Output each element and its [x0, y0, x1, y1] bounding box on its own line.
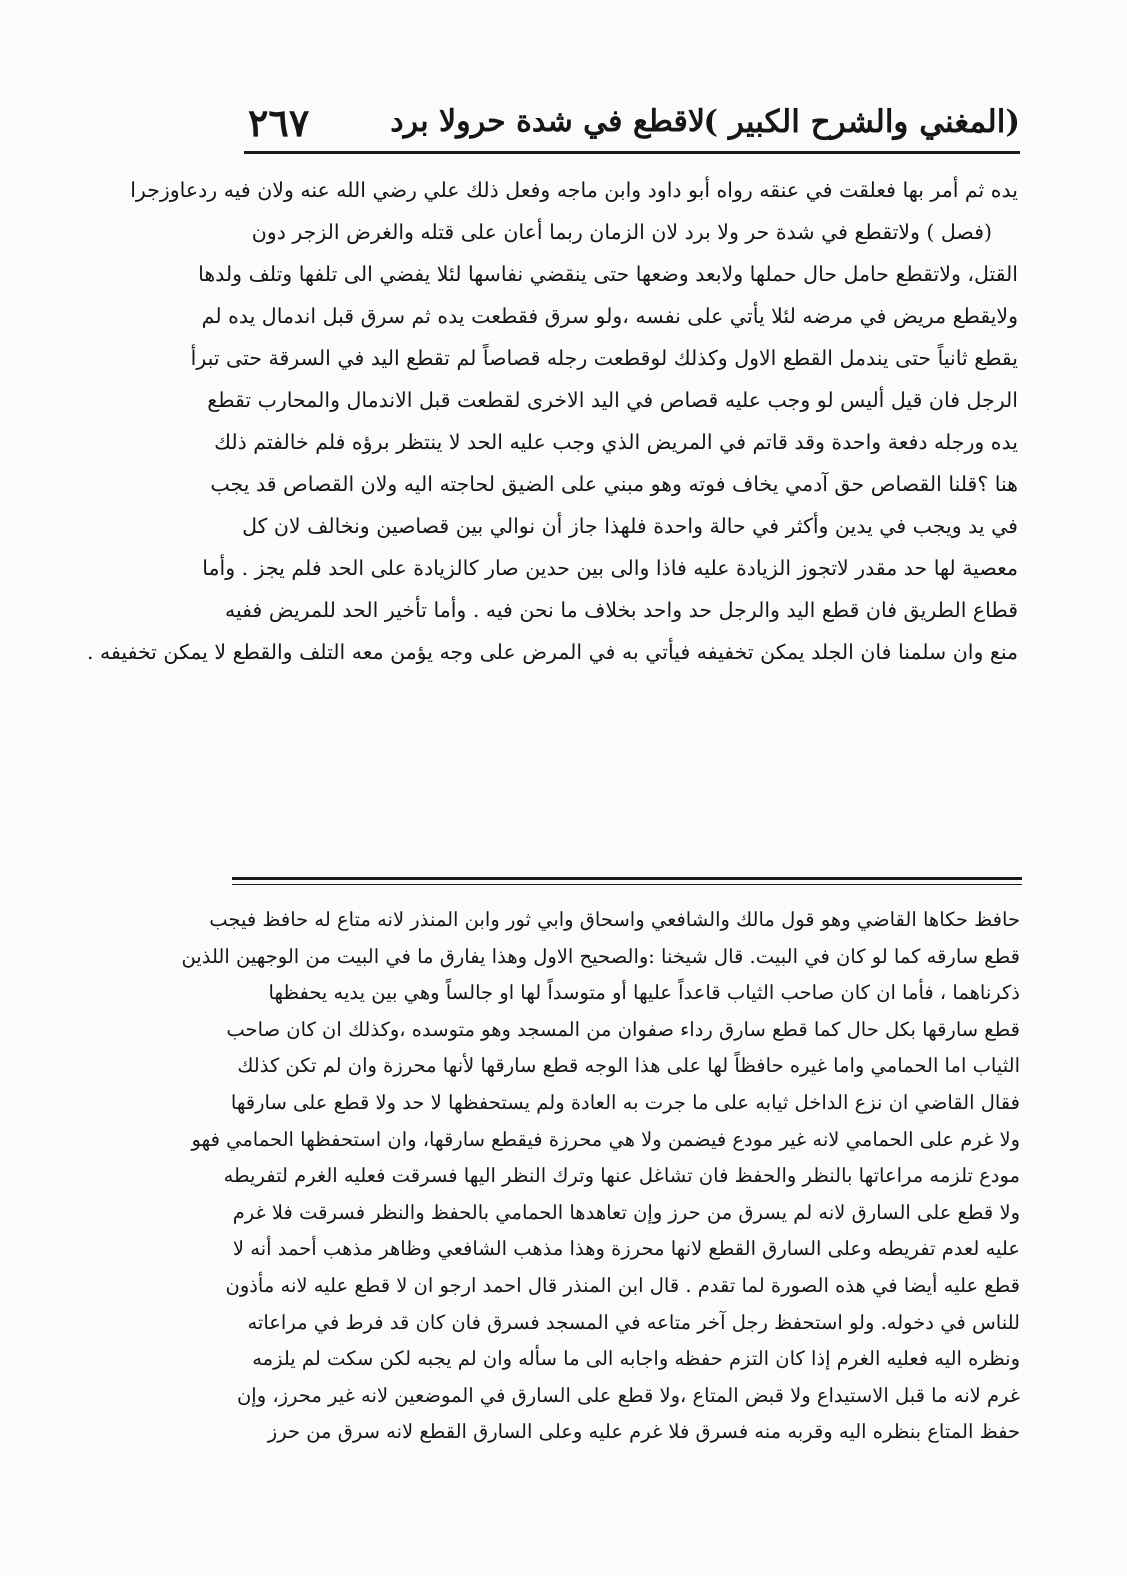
- text-line: قطع عليه أيضا في هذه الصورة لما تقدم . قال ابن المنذر قال احمد ارجو ان لا قطع عليه لانه مأذون: [225, 1273, 1020, 1297]
- chapter-topic: لاقطع في شدة حرولا برد: [390, 104, 705, 139]
- text-line: فقال القاضي ان نزع الداخل ثيابه على ما جرت به العادة ولم يستحفظها لا حد ولا قطع على سارقها: [230, 1090, 1020, 1114]
- text-line: هنا ؟قلنا القصاص حق آدمي يخاف فوته وهو مبني على الضيق لحاجته اليه ولان القصاص قد يجب: [210, 472, 1018, 496]
- text-line: الثياب اما الحمامي واما غيره حافظاً لها على هذا الوجه قطع سارقها لأنها محرزة وان لم تكن كذلك: [237, 1054, 1020, 1078]
- section-divider: [232, 877, 1022, 880]
- text-line: القتل، ولاتقطع حامل حال حملها ولابعد وضعها حتى ينقضي نفاسها لئلا يفضي الى تلفها وتلف ولدها: [198, 262, 1018, 286]
- text-line: معصية لها حد مقدر لاتجوز الزيادة عليه فاذا والى بين حدين صار كالزيادة على الحد فلم يجز . وأما: [202, 556, 1018, 580]
- header-rule: [244, 151, 1020, 154]
- text-line: ذكرناهما ، فأما ان كان صاحب الثياب قاعداً عليها أو متوسداً لها او جالساً وهي بين يديه يحفظها: [268, 981, 1020, 1005]
- text-line: عليه لعدم تفريطه وعلى السارق القطع لانها محرزة وهذا مذهب الشافعي وظاهر مذهب أحمد أنه لا: [232, 1237, 1020, 1261]
- text-line: ونظره اليه فعليه الغرم إذا كان التزم حفظه واجابه الى ما سأله وان لم يجبه لكن سكت لم يلزمه: [252, 1347, 1020, 1371]
- text-line: حافظ حكاها القاضي وهو قول مالك والشافعي واسحاق وابي ثور وابن المنذر لانه متاع له حافظ فيجب: [209, 908, 1020, 931]
- text-line: ولا غرم على الحمامي لانه غير مودع فيضمن ولا هي محرزة فيقطع سارقها، وان استحفظها الحمامي فهو: [191, 1127, 1020, 1151]
- text-line: منع وان سلمنا فان الجلد يمكن تخفيفه فيأتي به في المرض على وجه يؤمن معه التلف والقطع لا يمكن تخفيفه .: [87, 640, 1018, 664]
- text-line: قطاع الطريق فان قطع اليد والرجل حد واحد بخلاف ما نحن فيه . وأما تأخير الحد للمريض ففيه: [225, 598, 1018, 622]
- text-line: حفظ المتاع بنظره اليه وقربه منه فسرق فلا غرم عليه وعلى السارق القطع لانه سرق من حرز: [267, 1420, 1020, 1444]
- book-title: (المغني والشرح الكبير ): [703, 104, 1020, 140]
- text-line: قطع سارقه كما لو كان في البيت. قال شيخنا :والصحيح الاول وهذا يفارق ما في البيت من الوجهين اللذين: [181, 944, 1020, 968]
- text-line: ولا قطع على السارق لانه لم يسرق من حرز وإن تعاهدها الحمامي بالحفظ والنظر فسرقت فلا غرم: [232, 1200, 1020, 1224]
- text-line: يقطع ثانياً حتى يندمل القطع الاول وكذلك لوقطعت رجله قصاصاً لم تقطع اليد في السرقة حتى تبرأ: [190, 346, 1018, 370]
- main-text: [87, 169, 1018, 673]
- text-line: يده ورجله دفعة واحدة وقد قاتم في المريض الذي وجب عليه الحد لا ينتظر برؤه فلم خالفتم ذلك: [214, 430, 1018, 454]
- page-number: ٢٦٧: [248, 100, 310, 145]
- running-header: [240, 100, 1020, 150]
- text-line: (فصل ) ولاتقطع في شدة حر ولا برد لان الزمان ربما أعان على قتله والغرض الزجر دون: [251, 220, 992, 244]
- text-line: للناس في دخوله. ولو استحفظ رجل آخر متاعه في المسجد فسرق فان كان قد فرط في مراعاته: [247, 1310, 1020, 1334]
- text-line: في يد ويجب في يدين وأكثر في حالة واحدة فلهذا جاز أن نوالي بين قصاصين ونخالف لان كل: [242, 514, 1018, 538]
- text-line: ولايقطع مريض في مرضه لئلا يأتي على نفسه ،ولو سرق فقطعت يده ثم سرق قبل اندمال يده لم: [201, 304, 1018, 328]
- text-line: مودع تلزمه مراعاتها بالنظر والحفظ فان تشاغل عنها وترك النظر اليها فسرقت فعليه الغرم لتفريطه: [223, 1164, 1020, 1188]
- text-line: الرجل فان قيل أليس لو وجب عليه قصاص في اليد الاخرى لقطعت قبل الاندمال والمحارب تقطع: [207, 388, 1018, 412]
- text-line: غرم لانه ما قبل الاستيداع ولا قبض المتاع ،ولا قطع على السارق في الموضعين لانه غير محرز، وإن: [236, 1383, 1020, 1407]
- commentary-text: [181, 902, 1020, 1451]
- text-line: يده ثم أمر بها فعلقت في عنقه رواه أبو داود وابن ماجه وفعل ذلك علي رضي الله عنه ولان فيه ردعاوزجرا: [130, 178, 1018, 202]
- section-divider-thin: [232, 884, 1022, 885]
- text-line: قطع سارقها بكل حال كما قطع سارق رداء صفوان من المسجد وهو متوسده ،وكذلك ان كان صاحب: [226, 1017, 1020, 1041]
